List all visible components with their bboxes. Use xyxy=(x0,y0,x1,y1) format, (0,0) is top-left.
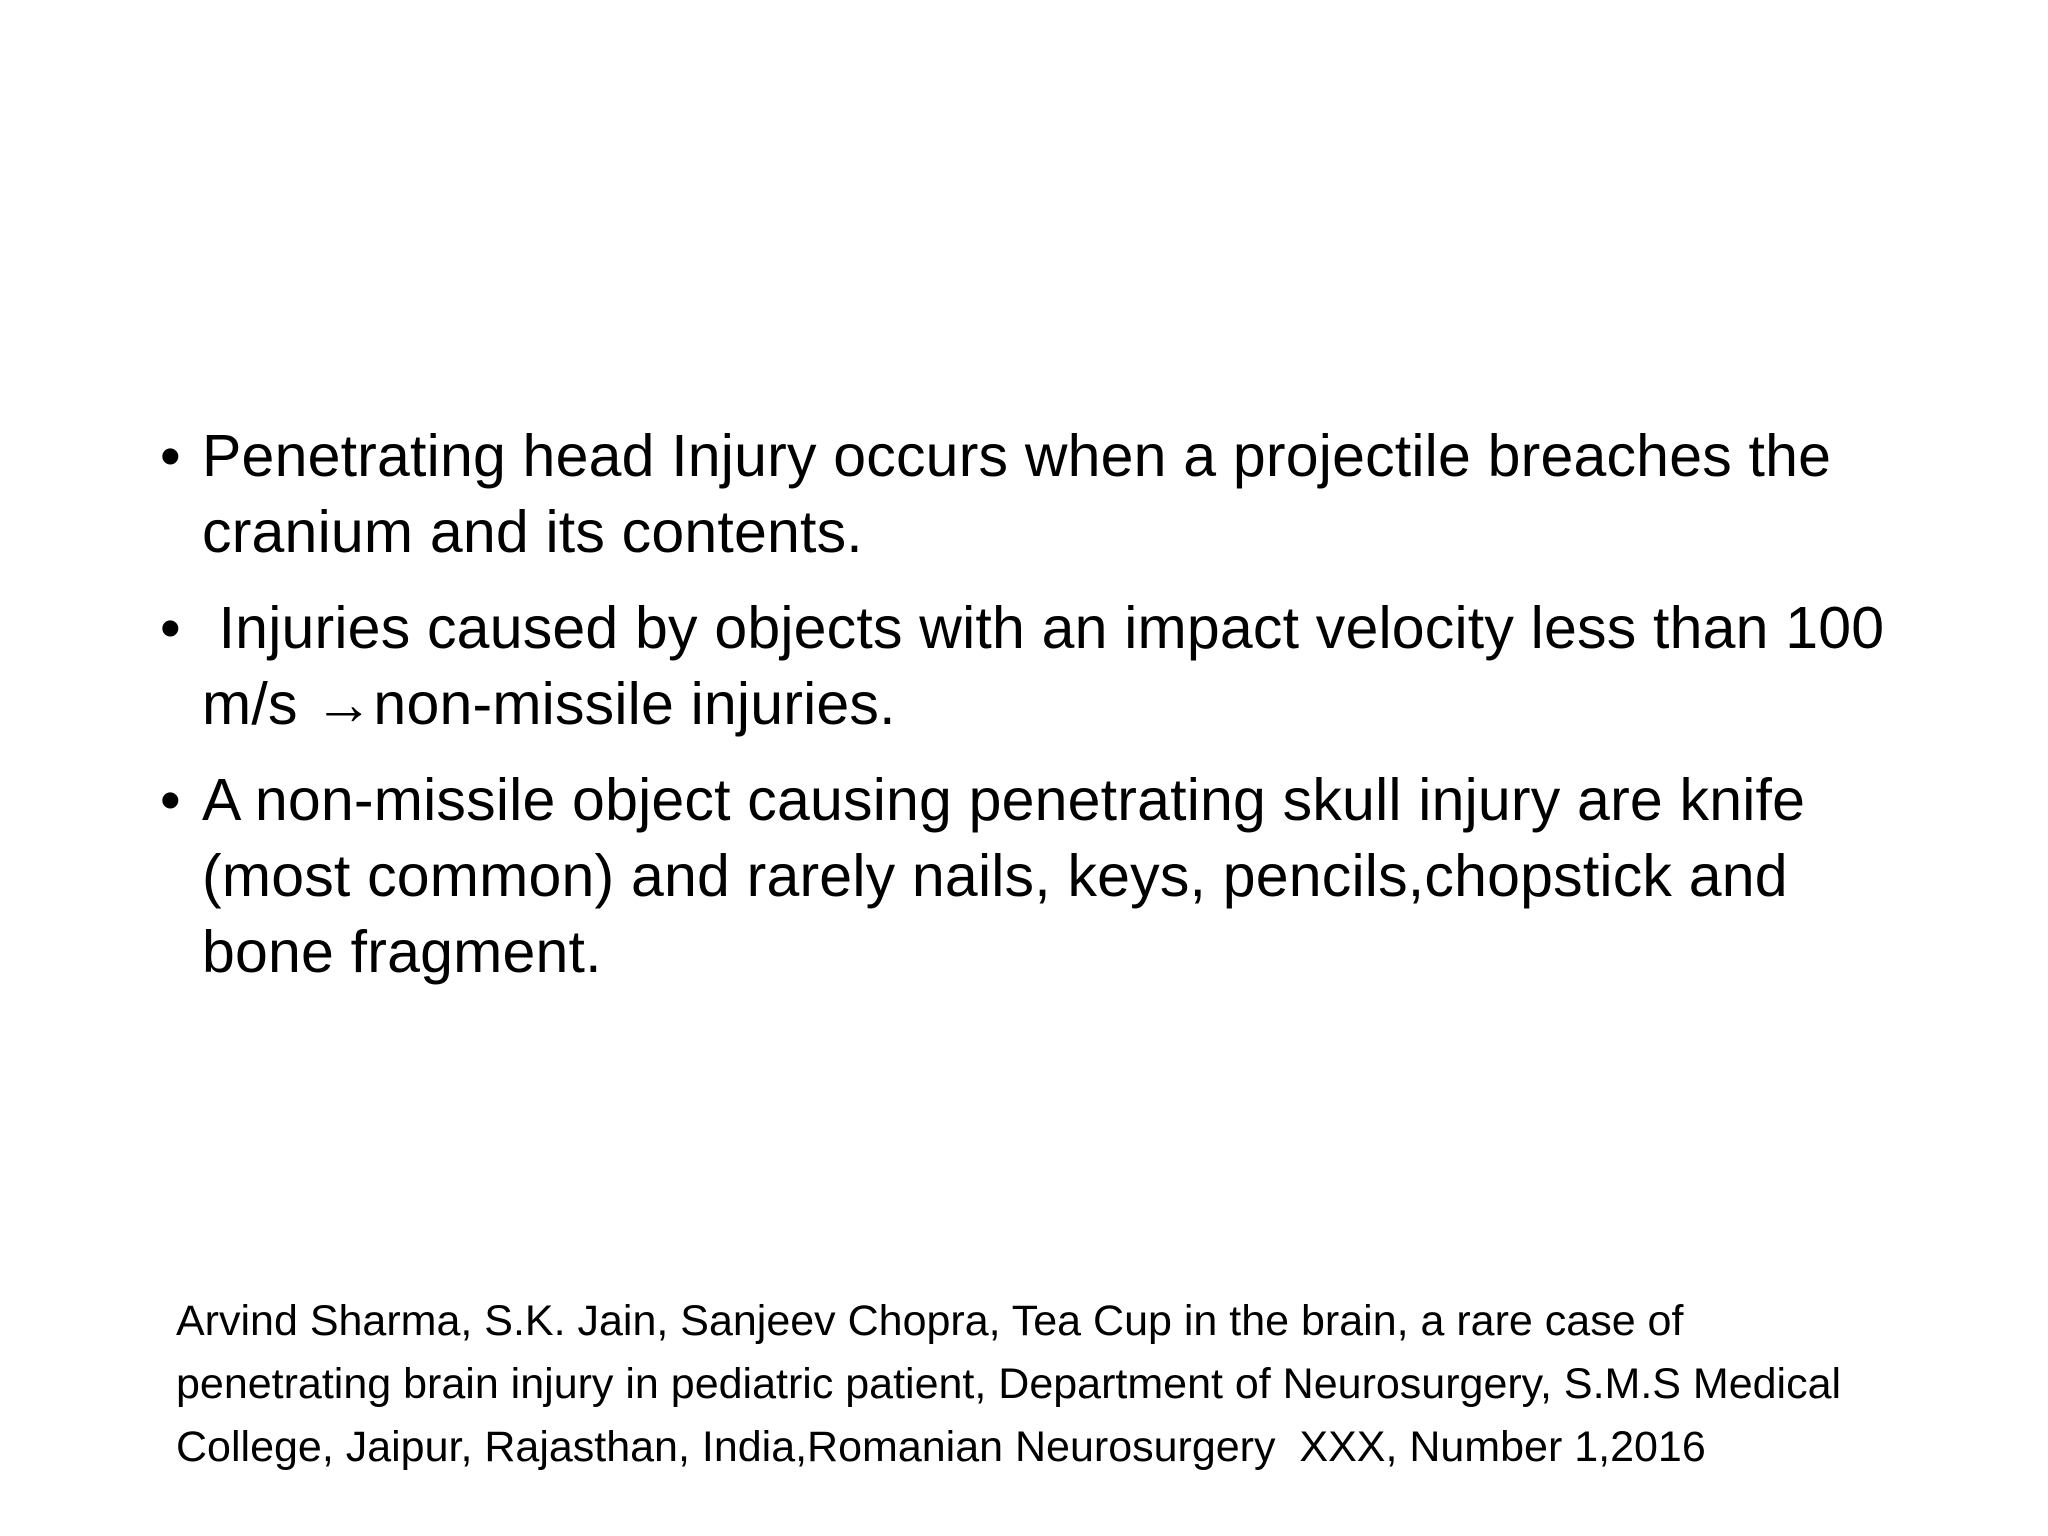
bullet-list xyxy=(160,418,1920,1010)
bullet-item xyxy=(160,762,1920,990)
bullet-marker: • xyxy=(160,767,181,833)
bullet-text: Penetrating head Injury occurs when a projectile breaches the cranium and its contents. xyxy=(202,423,1832,565)
bullet-text: Injuries caused by objects with an impact velocity less than 100 m/s →non-missile injuries. xyxy=(202,595,1901,737)
bullet-item xyxy=(160,590,1920,742)
bullet-marker: • xyxy=(160,423,181,489)
bullet-text: A non-missile object causing penetrating skull injury are knife (most common) and rarely nails, keys, pencils,chopstick and bone fragment. xyxy=(202,767,1806,985)
bullet-item xyxy=(160,418,1920,570)
citation-text: Arvind Sharma, S.K. Jain, Sanjeev Chopra, Tea Cup in the brain, a rare case of penetrating brain injury in pediatric patient, Department of Neurosurgery, S.M.S Medical College, Jaipur, Rajasthan, India,Romanian Neurosurgery XXX, Number 1,2016 xyxy=(176,1297,1854,1471)
bullet-marker: • xyxy=(160,595,181,661)
